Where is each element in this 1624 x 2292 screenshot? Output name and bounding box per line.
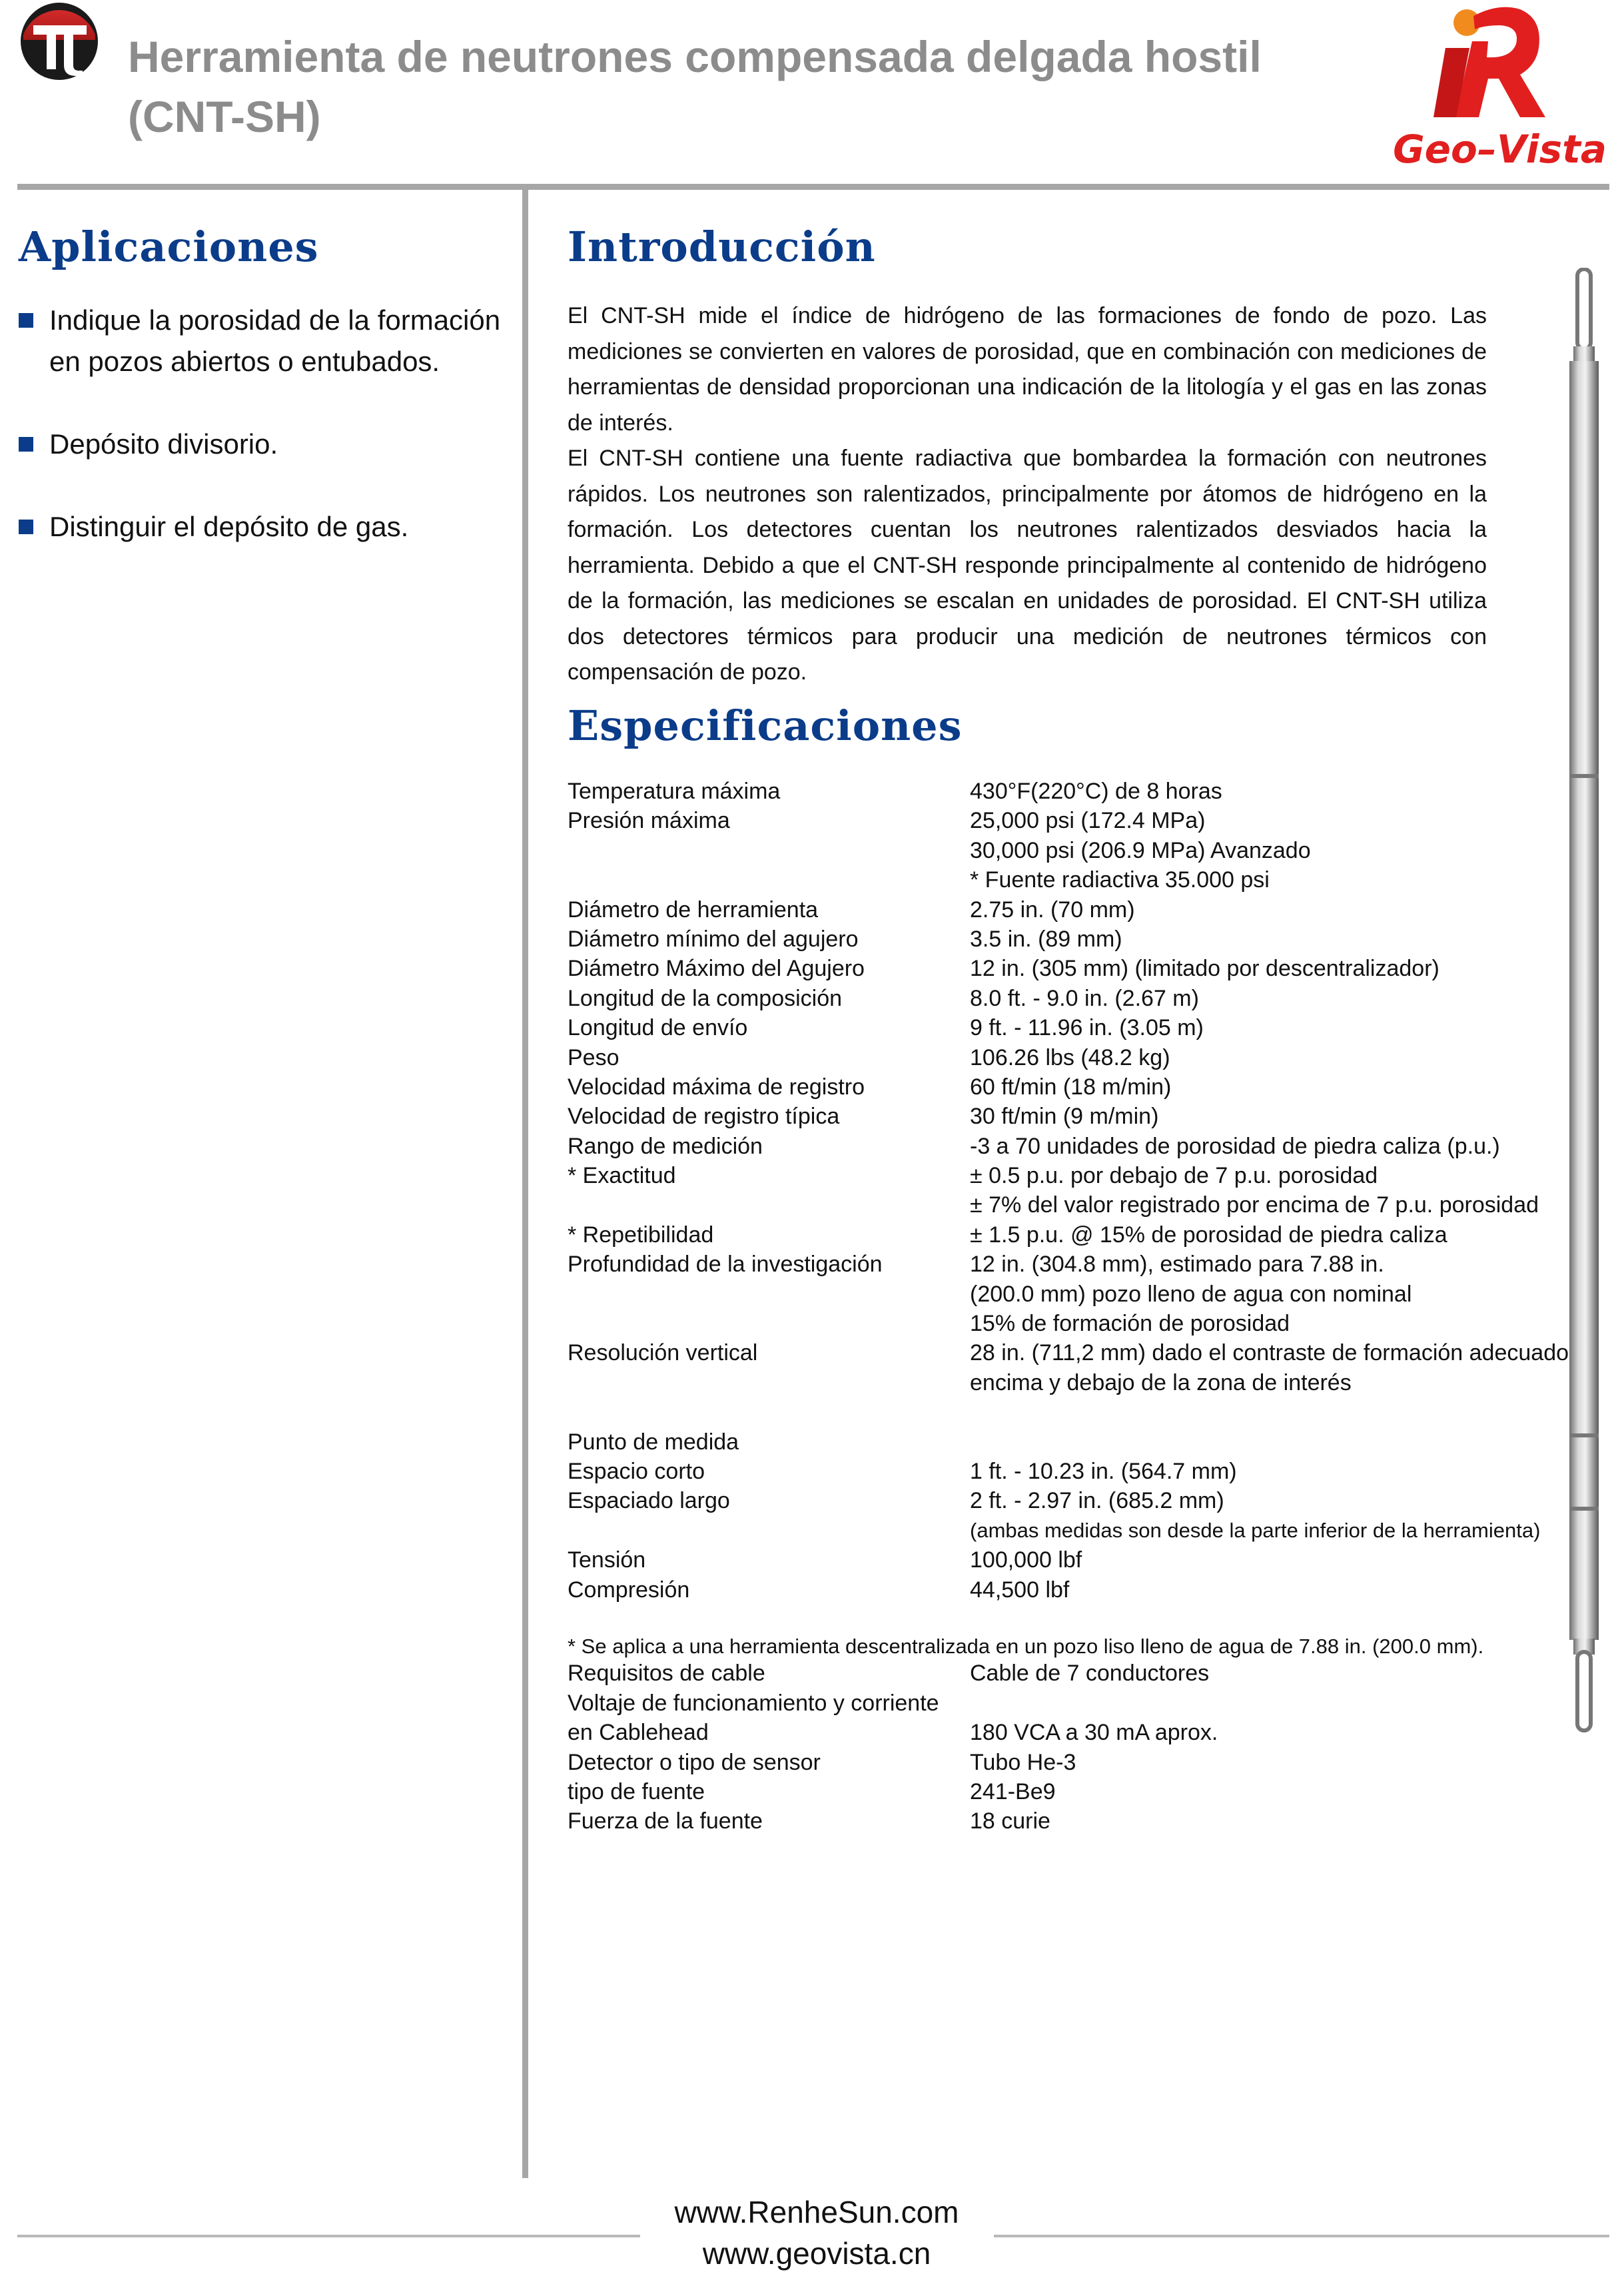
spec-row [568,1516,1580,1545]
spec-value: 25,000 psi (172.4 MPa) [970,808,1206,834]
spec-value: 2 ft. - 2.97 in. (685.2 mm) [970,1488,1224,1514]
spec-row [568,984,1580,1013]
spec-row [568,806,1580,835]
spec-row [568,836,1580,865]
spec-label [568,1397,970,1427]
spec-row [568,1545,1580,1575]
spec-value: 30 ft/min (9 m/min) [970,1104,1159,1130]
spec-row [568,1368,1580,1397]
spec-row [568,1397,1580,1427]
brand-logo-text: Geo–Vista [1393,127,1607,172]
spec-value: 12 in. (305 mm) (limitado por descentralizador) [970,956,1439,982]
spec-row [568,1605,1580,1634]
spec-label [568,1280,970,1309]
spec-label: Compresión [568,1577,690,1603]
introduction-text [568,298,1487,691]
spec-label: Diámetro mínimo del agujero [568,926,859,952]
spec-label [568,836,970,865]
application-item [19,424,512,465]
introduction-heading: Introducción [568,222,876,271]
spec-value: 44,500 lbf [970,1577,1070,1603]
spec-value: ± 1.5 p.u. @ 15% de porosidad de piedra caliza [970,1222,1447,1248]
spec-label: Diámetro de herramienta [568,897,819,923]
spec-label: Temperatura máxima [568,779,781,804]
spec-label: Espacio corto [568,1458,705,1484]
spec-value: 241-Be9 [970,1778,1056,1804]
spec-row [568,1689,1580,1718]
spec-value: 180 VCA a 30 mA aprox. [970,1720,1218,1746]
spec-row [568,1486,1580,1515]
spec-label: Fuerza de la fuente [568,1808,763,1834]
specs-group-electrical [568,1659,1580,1836]
spec-value: 28 in. (711,2 mm) dado el contraste de formación adecuado [970,1340,1569,1366]
spec-value: 9 ft. - 11.96 in. (3.05 m) [970,1015,1204,1041]
spec-label: Longitud de la composición [568,985,843,1011]
spec-label: Espaciado largo [568,1488,730,1514]
spec-label: Resolución vertical [568,1340,758,1366]
spec-value: 1 ft. - 10.23 in. (564.7 mm) [970,1458,1237,1484]
cnt-sh-tool-image [1564,268,1604,1733]
spec-value: 18 curie [970,1808,1050,1834]
spec-label: Presión máxima [568,808,730,834]
spec-row [568,1309,1580,1338]
spec-label: Requisitos de cable [568,1661,765,1687]
intro-paragraph: El CNT-SH mide el índice de hidrógeno de las formaciones de fondo de pozo. Las mediciones se convierten en valores de porosidad, que en combinación con mediciones de herramientas de densidad proporcionan una indicación de la litología y el gas en las zonas de interés. [568,303,1487,436]
applications-list [19,300,512,589]
spec-label [568,1309,970,1338]
square-bullet-icon [19,313,33,328]
spec-row [568,1102,1580,1131]
spec-row [568,954,1580,983]
spec-value: 430°F(220°C) de 8 horas [970,779,1222,804]
header-divider [17,184,1609,190]
spec-value: (ambas medidas son desde la parte inferior de la herramienta) [970,1518,1541,1542]
spec-value: 15% de formación de porosidad [970,1311,1290,1337]
spec-label [568,1368,970,1397]
spec-label [568,1190,970,1220]
spec-value: * Fuente radiactiva 35.000 psi [970,867,1270,893]
spec-label: Rango de medición [568,1133,763,1159]
spec-row [568,1748,1580,1777]
spec-row [568,1718,1580,1747]
specs-group-main [568,777,1580,1634]
square-bullet-icon [19,437,33,452]
spec-label: Diámetro Máximo del Agujero [568,956,865,982]
spec-row [568,925,1580,954]
spec-row [568,1043,1580,1072]
spec-value: ± 7% del valor registrado por encima de 7 p.u. porosidad [970,1192,1539,1218]
application-item [19,506,512,548]
spec-value: 8.0 ft. - 9.0 in. (2.67 m) [970,985,1199,1011]
spec-row [568,1777,1580,1806]
spec-row [568,1280,1580,1309]
spec-label [568,1516,970,1545]
spec-label: Profundidad de la investigación [568,1252,883,1278]
footer-website-link[interactable]: www.geovista.cn [702,2236,931,2271]
intro-paragraph: El CNT-SH contiene una fuente radiactiva que bombardea la formación con neutrones rápidos. Los neutrones son ralentizados, principalmente por átomos de hidrógeno en la formación. Los detectores cuentan los neutrones ralentizados desviados hacia la herramienta. Debido a que el CNT-SH responde principalmente al contenido de hidrógeno de la formación, las mediciones se escalan en unidades de porosidad. El CNT-SH utiliza dos detectores térmicos para producir una medición de neutrones térmicos con compensación de pozo. [568,446,1487,685]
spec-label: Detector o tipo de sensor [568,1749,821,1775]
spec-row [568,1659,1580,1688]
specifications-table [568,777,1580,1836]
application-item-text: Depósito divisorio. [49,428,278,460]
footer-divider-left [17,2235,640,2237]
spec-label: Tensión [568,1547,646,1573]
spec-row [568,1250,1580,1279]
spec-label: Velocidad de registro típica [568,1104,840,1130]
spec-row [568,1220,1580,1250]
spec-value: Cable de 7 conductores [970,1661,1210,1687]
spec-row [568,1427,1580,1457]
spec-label: * Repetibilidad [568,1222,714,1248]
footer-divider-right [994,2235,1609,2237]
square-bullet-icon [19,520,33,534]
specs-footnote: * Se aplica a una herramienta descentralizada en un pozo liso lleno de agua de 7.88 in. (200.0 mm). [568,1635,1484,1659]
page-title: Herramienta de neutrones compensada delgada hostil (CNT-SH) [128,32,1262,141]
spec-value: -3 a 70 unidades de porosidad de piedra caliza (p.u.) [970,1133,1500,1159]
spec-row [568,1338,1580,1367]
spec-value: 12 in. (304.8 mm), estimado para 7.88 in. [970,1252,1384,1278]
spec-row [568,1132,1580,1161]
spec-value: 60 ft/min (18 m/min) [970,1074,1172,1100]
spec-value: (200.0 mm) pozo lleno de agua con nominal [970,1281,1412,1307]
spec-row [568,777,1580,806]
spec-row [568,1457,1580,1486]
spec-row [568,1575,1580,1605]
spec-row [568,1190,1580,1220]
spec-row [568,1013,1580,1042]
spec-label [568,1605,970,1634]
application-item [19,300,512,382]
spec-row [568,895,1580,925]
spec-value: encima y debajo de la zona de interés [970,1369,1352,1395]
spec-label: Punto de medida [568,1429,739,1455]
spec-label: * Exactitud [568,1163,676,1189]
spec-label: tipo de fuente [568,1778,705,1804]
applications-heading: Aplicaciones [19,222,319,271]
spec-value: 30,000 psi (206.9 MPa) Avanzado [970,837,1311,863]
spec-row [568,1161,1580,1190]
spec-row [568,1806,1580,1836]
spec-label: Voltaje de funcionamiento y corriente [568,1690,939,1716]
specifications-heading: Especificaciones [568,701,963,750]
geovista-logo-icon [1346,0,1612,173]
spec-value: 2.75 in. (70 mm) [970,897,1135,923]
spec-value: 100,000 lbf [970,1547,1082,1573]
spec-label [568,865,970,895]
spec-value: 3.5 in. (89 mm) [970,926,1122,952]
spec-row [568,865,1580,895]
spec-row [568,1072,1580,1102]
application-item-text: Indique la porosidad de la formación en pozos abiertos o entubados. [49,304,501,377]
spec-label: en Cablehead [568,1720,709,1746]
spec-label: Peso [568,1044,619,1070]
spec-value: Tubo He-3 [970,1749,1076,1775]
renhesun-logo-icon [17,1,101,81]
column-divider [522,189,528,2178]
spec-value: 106.26 lbs (48.2 kg) [970,1044,1170,1070]
spec-label: Longitud de envío [568,1015,748,1041]
footer-website-link[interactable]: www.RenheSun.com [674,2195,959,2229]
spec-value: ± 0.5 p.u. por debajo de 7 p.u. porosidad [970,1163,1378,1189]
application-item-text: Distinguir el depósito de gas. [49,511,409,542]
spec-label: Velocidad máxima de registro [568,1074,865,1100]
